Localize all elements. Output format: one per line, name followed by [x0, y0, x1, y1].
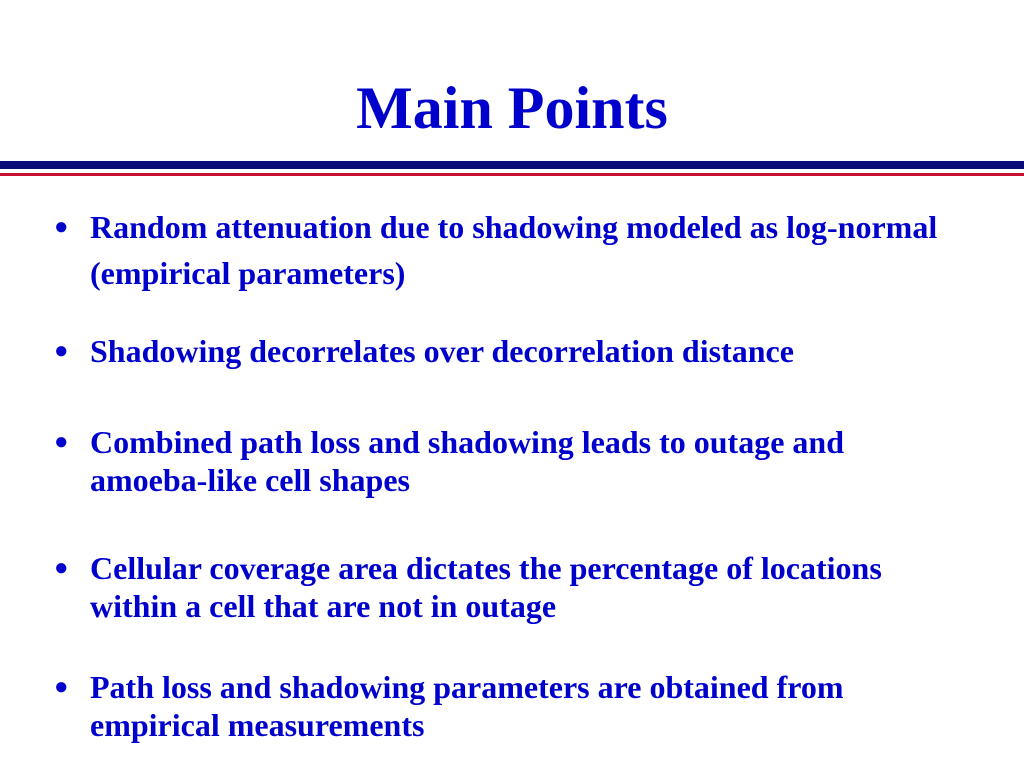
bullet-text: Path loss and shadowing parameters are obtained from empirical measurements: [90, 669, 844, 743]
list-item: [54, 332, 964, 370]
bullet-icon: ●: [54, 674, 69, 700]
bullet-text: Combined path loss and shadowing leads to outage and amoeba-like cell shapes: [90, 424, 844, 498]
list-item: [54, 204, 964, 296]
title-divider-red: [0, 173, 1024, 176]
bullet-text: Cellular coverage area dictates the percentage of locations within a cell that are not in outage: [90, 550, 882, 624]
bullet-icon: ●: [54, 214, 69, 240]
list-item: [54, 549, 964, 625]
list-item: [54, 668, 964, 744]
bullet-icon: ●: [54, 429, 69, 455]
bullet-icon: ●: [54, 555, 69, 581]
bullet-icon: ●: [54, 338, 69, 364]
bullet-text: Random attenuation due to shadowing modeled as log-normal (empirical parameters): [90, 209, 938, 291]
slide-title: Main Points: [356, 75, 668, 141]
title-divider-blue: [0, 161, 1024, 169]
list-item: [54, 423, 964, 499]
bullet-text: Shadowing decorrelates over decorrelation distance: [90, 333, 794, 369]
